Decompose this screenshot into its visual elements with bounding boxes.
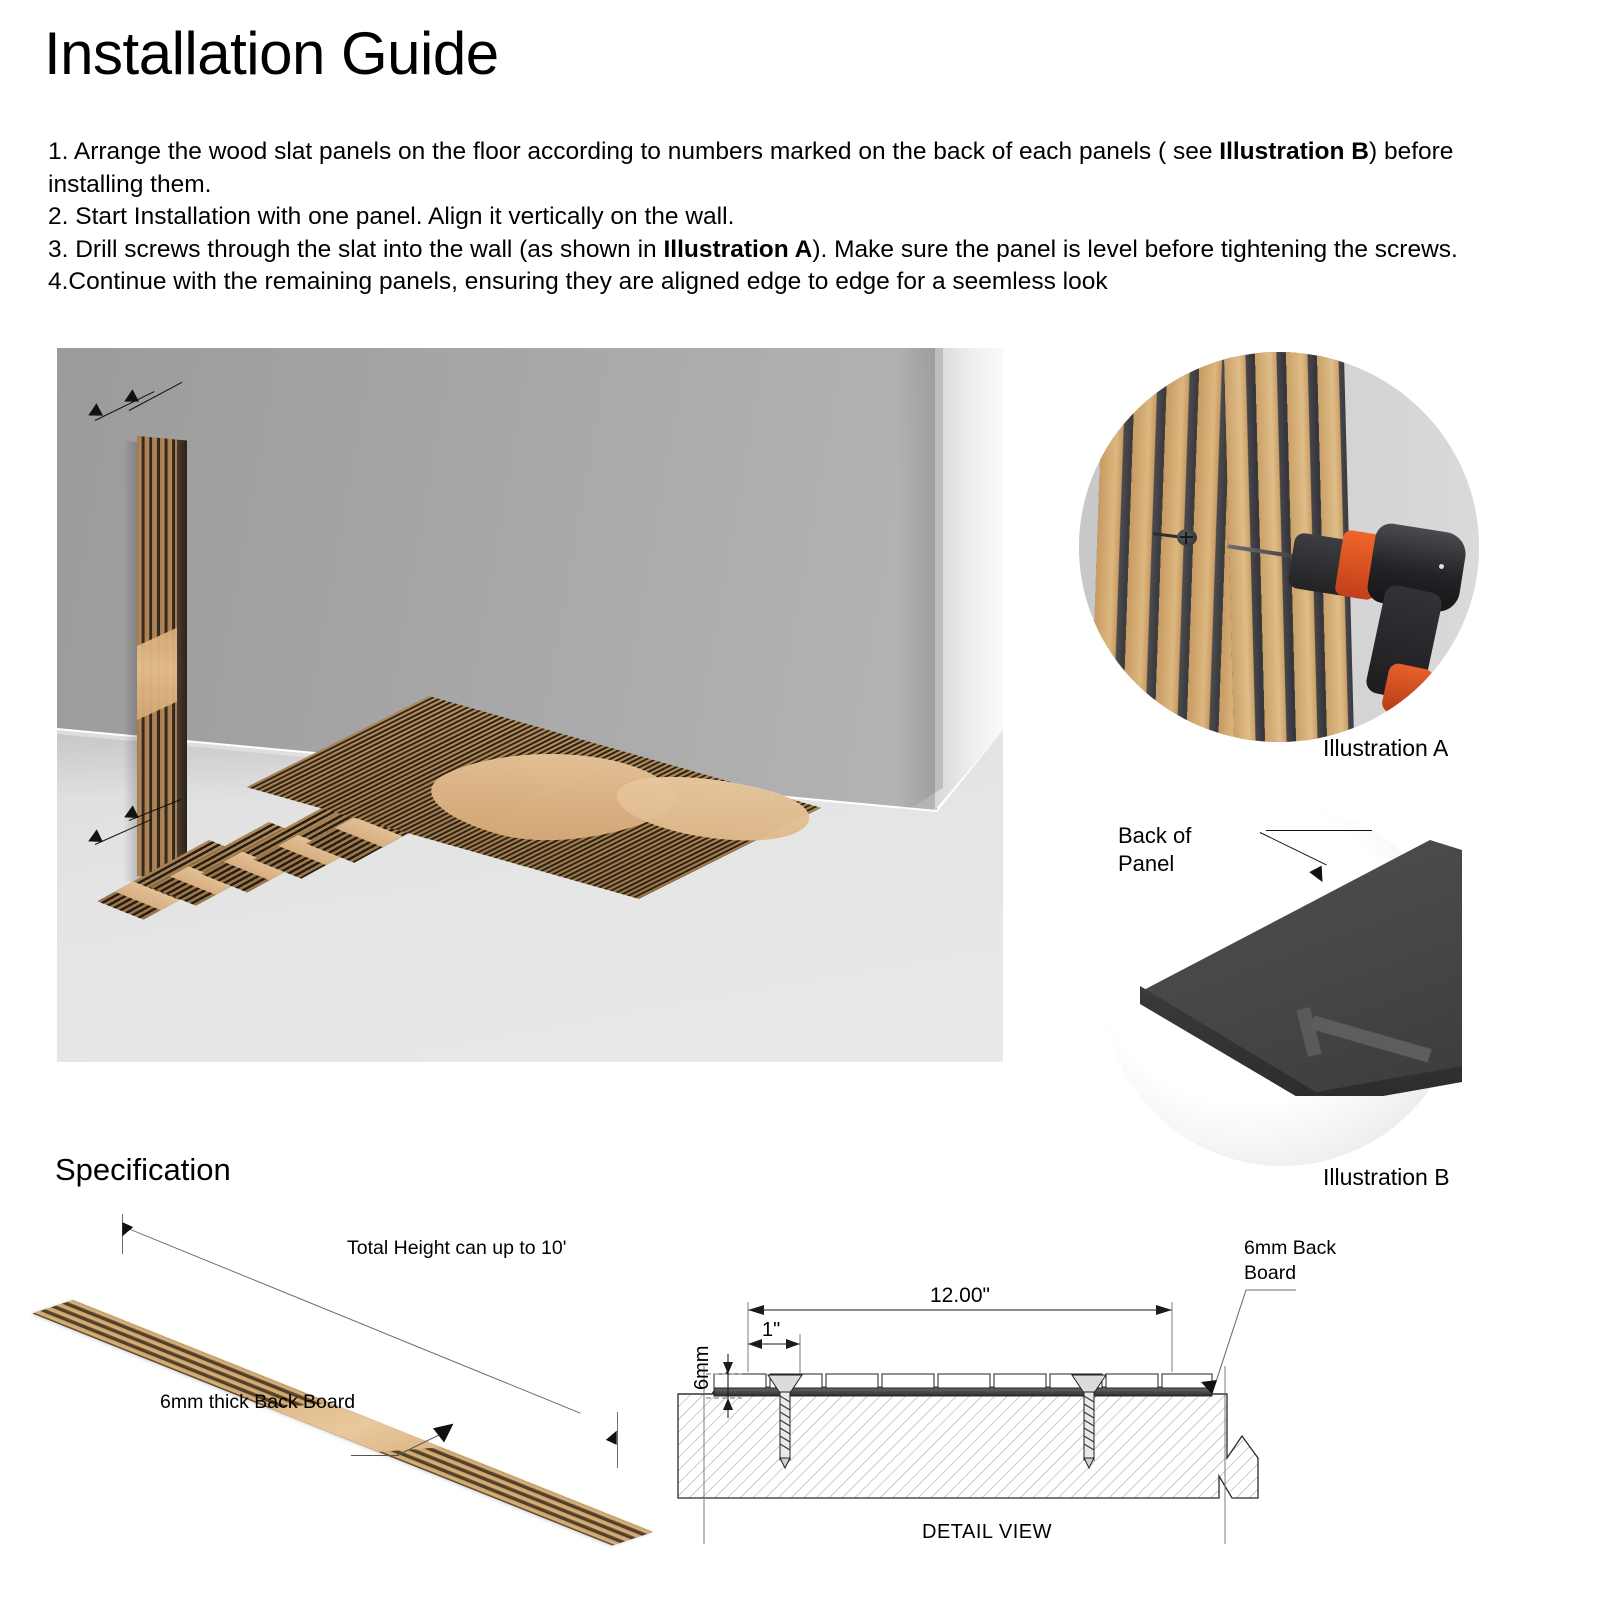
- instruction-step-4: 4.Continue with the remaining panels, ensuring they are aligned edge to edge for a seemless look: [48, 268, 1108, 296]
- corner-shadow: [897, 348, 943, 818]
- instruction-step-2: 2. Start Installation with one panel. Align it vertically on the wall.: [48, 203, 735, 231]
- illustration-a-image: [1079, 352, 1479, 742]
- spec-back-board-leader: [351, 1455, 399, 1456]
- dimension-overall-width: [748, 1302, 1172, 1372]
- illustration-b-caption: Illustration B: [1323, 1164, 1450, 1190]
- specification-render: [55, 1210, 695, 1550]
- detail-back-board-line-1: 6mm Back: [1244, 1237, 1337, 1259]
- callout-leader-line: [1266, 830, 1372, 831]
- back-of-panel-line-2: Panel: [1118, 850, 1175, 876]
- dimension-width-text: 12.00": [929, 1284, 991, 1307]
- standing-panel-side-edge: [177, 440, 187, 881]
- instruction-step-1: 1. Arrange the wood slat panels on the floor according to numbers marked on the back of each panels ( see Illustration B) before installing them.: [48, 138, 1454, 198]
- detail-view-caption: DETAIL VIEW: [922, 1521, 1052, 1543]
- illustration-a-caption: Illustration A: [1323, 735, 1449, 761]
- dimension-pitch-text: 1": [762, 1319, 781, 1341]
- dimension-thickness-text: 6mm: [691, 1345, 713, 1390]
- detail-back-board-line-2: Board: [1244, 1262, 1297, 1285]
- instruction-step-3: 3. Drill screws through the slat into the wall (as shown in Illustration A). Make sure the panel is level before tightening the screws.: [48, 235, 1458, 263]
- spec-plank: [32, 1300, 653, 1546]
- specification-heading: Specification: [55, 1152, 231, 1187]
- screw-icon: [1153, 530, 1197, 542]
- back-of-panel-line-1: Back of: [1118, 823, 1192, 848]
- page-title: Installation Guide: [44, 20, 499, 87]
- detail-back-board-label: [1244, 1236, 1336, 1287]
- instructions-block: [48, 136, 1548, 299]
- spec-back-board-label: 6mm thick Back Board: [160, 1391, 356, 1413]
- spec-total-height-label: Total Height can up to 10': [347, 1237, 567, 1259]
- room-render-image: [57, 348, 1003, 1062]
- drill-highlight-dot: [1439, 564, 1444, 569]
- back-of-panel-callout: [1118, 822, 1191, 877]
